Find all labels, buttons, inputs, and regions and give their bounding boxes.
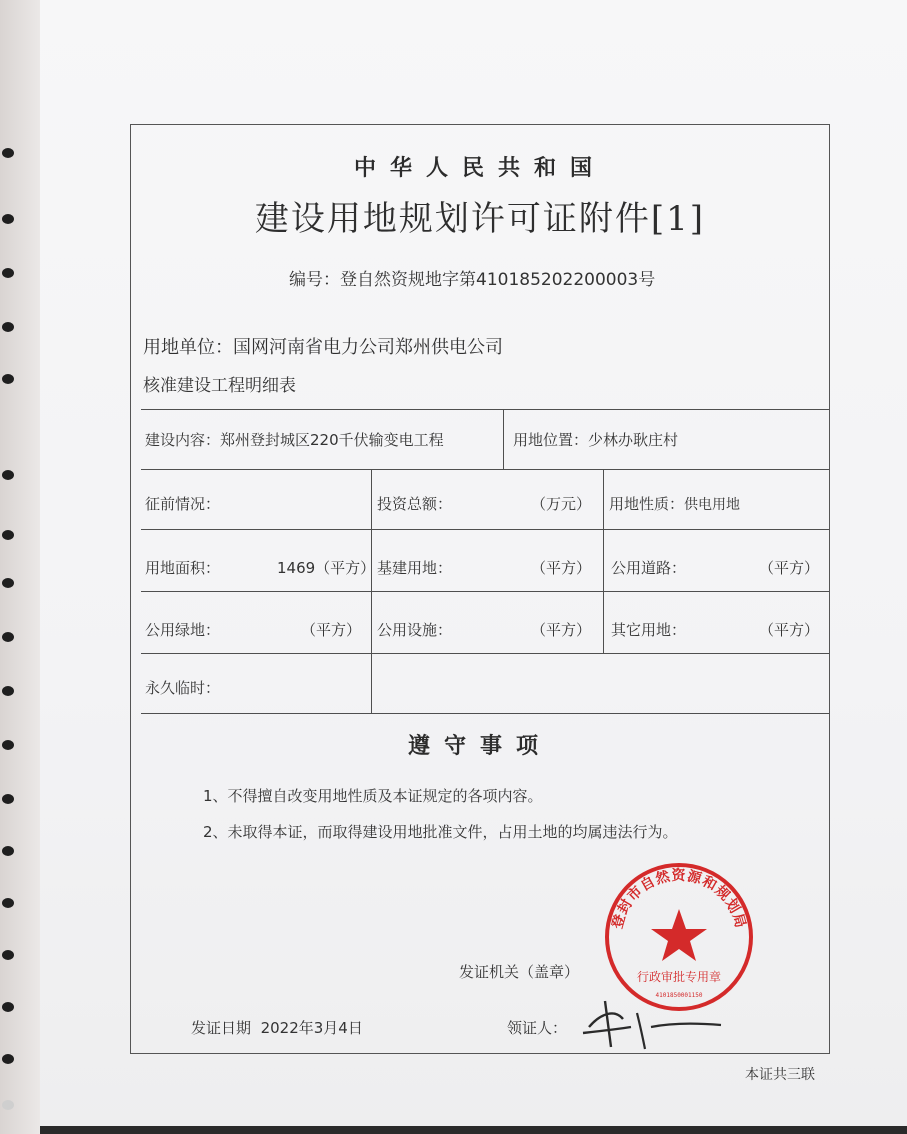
official-seal: [603, 861, 755, 1013]
binding-hole: [2, 898, 14, 908]
issue-date-value: 2022年3月4日: [260, 1019, 363, 1037]
land-nature: [609, 493, 740, 514]
land-area-label: 用地面积：: [145, 559, 221, 577]
binding-hole: [2, 950, 14, 960]
binding-hole: [2, 632, 14, 642]
notice-rule-1: 1、不得擅自改变用地性质及本证规定的各项内容。: [203, 787, 543, 805]
table-line: [141, 713, 829, 714]
binding-hole: [2, 268, 14, 278]
issue-date: [191, 1017, 363, 1038]
notice-rule-2: 2、未取得本证，而取得建设用地批准文件，占用土地的均属违法行为。: [203, 823, 678, 841]
certificate-number: 编号：登自然资规地字第410185202200003号: [289, 270, 656, 290]
binding-hole: [2, 740, 14, 750]
binding-hole: [2, 1100, 14, 1110]
copies-note: 本证共三联: [745, 1067, 815, 1083]
land-location: 用地位置：少林办耿庄村: [513, 431, 679, 449]
base-land-unit: （平方）: [531, 559, 592, 577]
table-line: [141, 529, 829, 530]
public-green-unit: （平方）: [301, 621, 362, 639]
land-unit: 用地单位：国网河南省电力公司郑州供电公司: [143, 337, 503, 358]
construction-content-label: 建设内容：: [145, 431, 221, 449]
table-line: [603, 469, 604, 653]
table-line: [141, 409, 829, 410]
binding-hole: [2, 1054, 14, 1064]
bottom-edge: [40, 1126, 907, 1134]
seal-outer-text: 登封市自然资源和规划局: [609, 867, 749, 931]
binding-hole: [2, 530, 14, 540]
binding-hole: [2, 148, 14, 158]
binding-hole: [2, 322, 14, 332]
investment-unit: （万元）: [531, 495, 592, 513]
binding-hole: [2, 1002, 14, 1012]
table-line: [503, 409, 504, 469]
certificate-title: 建设用地规划许可证附件[1]: [254, 199, 706, 239]
permanent-temporary-label: 永久临时：: [145, 679, 221, 697]
table-line: [371, 469, 372, 713]
country-name: 中华人民共和国: [353, 155, 606, 181]
detail-table-title: 核准建设工程明细表: [143, 376, 296, 396]
other-land-unit: （平方）: [759, 621, 820, 639]
binding-hole: [2, 794, 14, 804]
seal-inner-text: 行政审批专用章: [636, 970, 722, 984]
receiver-label: 领证人：: [507, 1019, 568, 1037]
public-green-label: 公用绿地：: [145, 621, 221, 639]
binding-hole: [2, 374, 14, 384]
construction-content-value: 郑州登封城区220千伏输变电工程: [220, 431, 444, 449]
land-nature-label: 用地性质：: [609, 495, 685, 513]
binding-hole: [2, 578, 14, 588]
table-line: [141, 469, 829, 470]
seal-serial: 4101850001150: [655, 992, 703, 999]
issuing-authority-label: 发证机关（盖章）: [459, 963, 580, 981]
pre-acquisition-label: 征前情况：: [145, 495, 221, 513]
binding-hole: [2, 470, 14, 480]
binding-hole: [2, 214, 14, 224]
notice-title: 遵守事项: [407, 734, 552, 759]
permit-document: [130, 124, 830, 1054]
land-area-value: 1469（平方）: [277, 559, 376, 577]
public-road-label: 公用道路：: [611, 559, 687, 577]
binding-hole: [2, 686, 14, 696]
land-nature-value: 供电用地: [684, 497, 741, 513]
public-facility-label: 公用设施：: [377, 621, 453, 639]
table-line: [141, 591, 829, 592]
public-road-unit: （平方）: [759, 559, 820, 577]
binding-hole: [2, 846, 14, 856]
table-line: [141, 653, 829, 654]
other-land-label: 其它用地：: [611, 621, 687, 639]
investment-label: 投资总额：: [377, 495, 453, 513]
issue-date-label: 发证日期: [191, 1019, 252, 1037]
page-edge: [0, 0, 40, 1134]
construction-content: [145, 429, 444, 450]
public-facility-unit: （平方）: [531, 621, 592, 639]
base-land-label: 基建用地：: [377, 559, 453, 577]
